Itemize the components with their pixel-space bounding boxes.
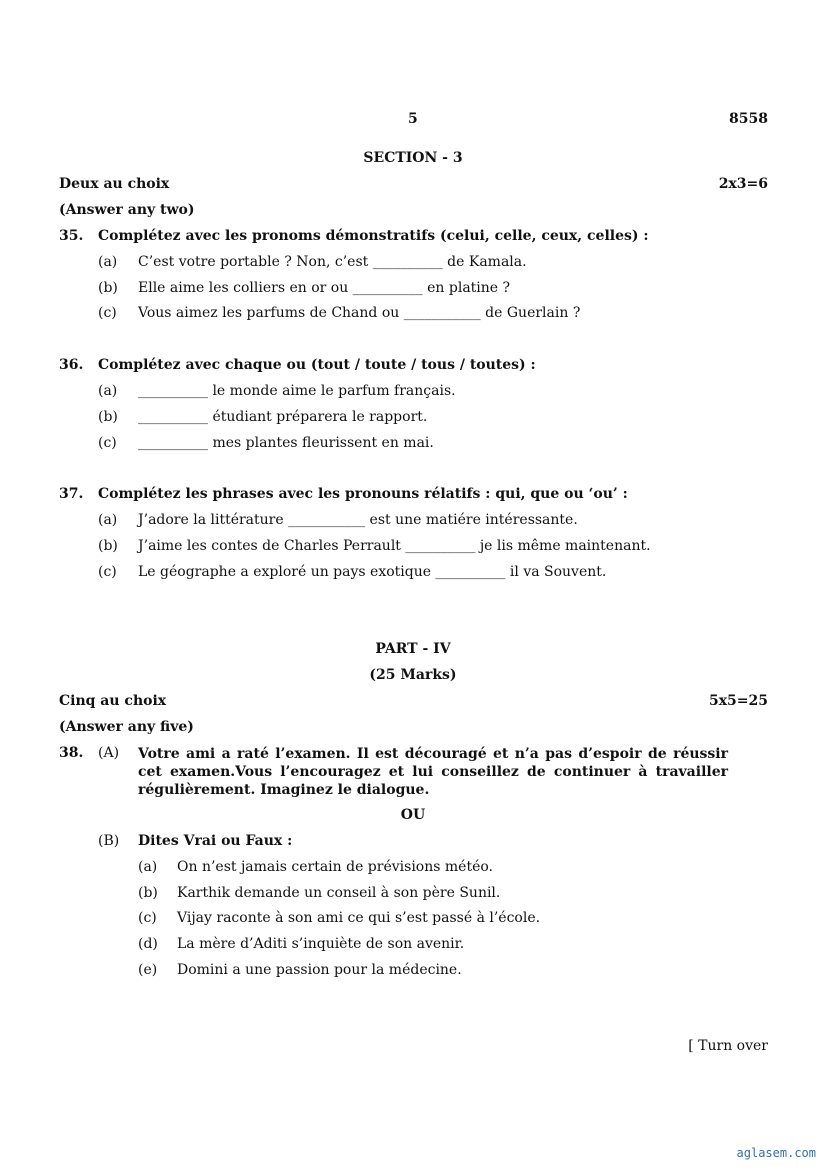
part-title: PART - IV xyxy=(375,641,451,657)
item-text: C’est votre portable ? Non, c’est __________ de Kamala. xyxy=(138,254,527,270)
option-a-text: Votre ami a raté l’examen. Il est découragé et n’a pas d’espoir de réussir cet examen.Vous l’encouragez et lui conseillez de continuer à travailler régulièrement. Imaginez le dialogue. xyxy=(138,746,728,798)
page-number: 5 xyxy=(408,111,418,127)
item-text: Elle aime les colliers en or ou __________ en platine ? xyxy=(138,280,511,296)
option-b-title: Dites Vrai ou Faux : xyxy=(138,833,293,849)
item-label: (a) xyxy=(138,859,158,875)
section-title: SECTION - 3 xyxy=(363,150,463,166)
item-label: (c) xyxy=(98,435,117,451)
section-instruction-en: (Answer any two) xyxy=(59,202,195,218)
question-title: Complétez avec chaque ou (tout / toute / tous / toutes) : xyxy=(98,357,536,373)
question-number: 38. xyxy=(59,745,84,761)
item-label: (b) xyxy=(98,409,118,425)
question-number: 35. xyxy=(59,228,84,244)
question-number: 37. xyxy=(59,486,84,502)
item-label: (a) xyxy=(98,512,118,528)
option-b-label: (B) xyxy=(98,833,120,849)
item-text: __________ mes plantes fleurissent en mai. xyxy=(138,435,434,451)
turn-over-note: [ Turn over xyxy=(688,1038,768,1054)
item-label: (b) xyxy=(138,885,158,901)
question-number: 36. xyxy=(59,357,84,373)
item-label: (e) xyxy=(138,962,158,978)
item-text: Vous aimez les parfums de Chand ou ___________ de Guerlain ? xyxy=(138,305,581,321)
section-marks: 2x3=6 xyxy=(718,176,768,192)
question-title: Complétez avec les pronoms démonstratifs (celui, celle, ceux, celles) : xyxy=(98,228,649,244)
item-label: (b) xyxy=(98,538,118,554)
part-instruction-en: (Answer any five) xyxy=(59,719,194,735)
part-instruction-fr: Cinq au choix xyxy=(59,693,167,709)
part-marks: 5x5=25 xyxy=(708,693,768,709)
item-text: __________ étudiant préparera le rapport. xyxy=(138,409,428,425)
or-separator: OU xyxy=(400,807,426,823)
item-text: On n’est jamais certain de prévisions météo. xyxy=(177,859,493,875)
paper-code: 8558 xyxy=(729,111,768,127)
item-text: __________ le monde aime le parfum français. xyxy=(138,383,456,399)
option-a-label: (A) xyxy=(98,745,120,761)
item-label: (d) xyxy=(138,936,158,952)
item-label: (c) xyxy=(138,910,157,926)
item-label: (b) xyxy=(98,280,118,296)
item-text: Vijay raconte à son ami ce qui s’est passé à l’école. xyxy=(177,910,541,926)
item-text: J’aime les contes de Charles Perrault __________ je lis même maintenant. xyxy=(138,538,651,554)
item-text: Karthik demande un conseil à son père Sunil. xyxy=(177,885,501,901)
item-label: (a) xyxy=(98,254,118,270)
item-text: La mère d’Aditi s’inquiète de son avenir. xyxy=(177,936,465,952)
item-label: (a) xyxy=(98,383,118,399)
item-text: Domini a une passion pour la médecine. xyxy=(177,962,462,978)
item-text: J’adore la littérature ___________ est une matiére intéressante. xyxy=(138,512,578,528)
question-title: Complétez les phrases avec les pronouns rélatifs : qui, que ou ‘ou’ : xyxy=(98,486,628,502)
item-label: (c) xyxy=(98,305,117,321)
watermark: aglasem.com xyxy=(736,1146,816,1160)
item-label: (c) xyxy=(98,564,117,580)
section-instruction-fr: Deux au choix xyxy=(59,176,170,192)
part-marks-total: (25 Marks) xyxy=(369,667,457,683)
item-text: Le géographe a exploré un pays exotique __________ il va Souvent. xyxy=(138,564,607,580)
